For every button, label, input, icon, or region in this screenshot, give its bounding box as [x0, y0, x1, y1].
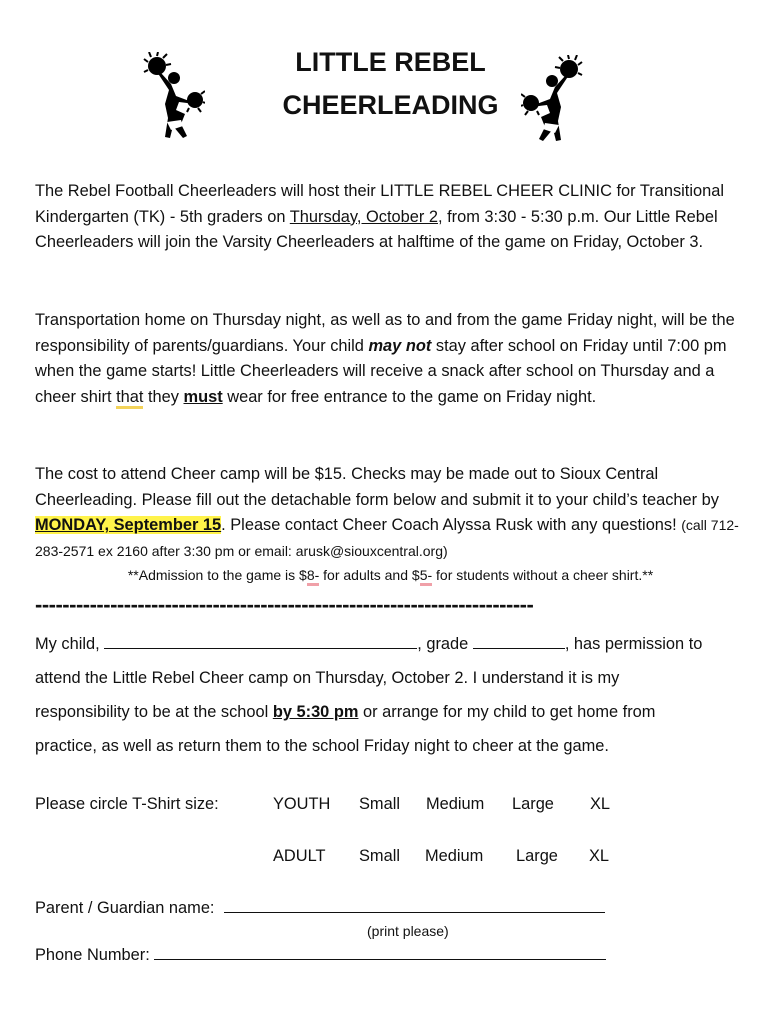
adult-size-xl[interactable]: XL [589, 847, 610, 865]
form-line-4: practice, as well as return them to the school Friday night to cheer at the game. [35, 737, 609, 755]
form-line-child: My child, , grade , has permission to [35, 635, 703, 653]
adult-size-large[interactable]: Large [516, 847, 558, 865]
intro-paragraph: The Rebel Football Cheerleaders will host their LITTLE REBEL CHEER CLINIC for Transitional Kindergarten (TK) - 5th graders on Thursday, October 2, from 3:30 - 5:30 p.m. Our Little Rebel Cheerleaders will join the Varsity Cheerleaders at halftime of the game on Friday, October 3. [35, 182, 724, 252]
detach-line: ------------------------------------------------------------------------- [35, 594, 534, 616]
phone-field[interactable] [154, 944, 606, 960]
adult-label: ADULT [273, 847, 326, 865]
youth-label: YOUTH [273, 795, 331, 813]
parent-name-row: Parent / Guardian name: [35, 897, 605, 919]
admission-note: **Admission to the game is $8- for adults and $5- for students without a cheer shirt.** [0, 567, 781, 583]
cheerleader-icon [521, 55, 583, 145]
adult-size-medium[interactable]: Medium [425, 847, 484, 865]
cheerleader-icon [143, 52, 205, 142]
tshirt-label: Please circle T-Shirt size: [35, 795, 219, 813]
title-line-1: LITTLE REBEL [295, 47, 486, 77]
youth-size-small[interactable]: Small [359, 795, 400, 813]
adult-size-small[interactable]: Small [359, 847, 400, 865]
form-line-3: responsibility to be at the school by 5:30 pm or arrange for my child to get home from [35, 703, 656, 721]
phone-row: Phone Number: [35, 944, 606, 966]
grade-field[interactable] [473, 633, 565, 649]
grammar-flag: that [116, 388, 143, 409]
cost-paragraph: The cost to attend Cheer camp will be $15. Checks may be made out to Sioux Central Cheerleading. Please fill out the detachable form below and submit it to your child’s teacher by MONDAY, September 15. Please contact Cheer Coach Alyssa Rusk with any questions! (call 712-283-2571 ex 2160 after 3:30 pm or email: arusk@siouxcentral.org) [35, 465, 739, 560]
form-line-2: attend the Little Rebel Cheer camp on Thursday, October 2. I understand it is my [35, 669, 620, 687]
parent-name-field[interactable] [224, 897, 605, 913]
contact-info: (call 712-283-2571 ex 2160 after 3:30 pm or email: arusk@siouxcentral.org) [35, 517, 739, 560]
title-line-2: CHEERLEADING [282, 90, 499, 120]
may-not-emphasis: may not [368, 336, 432, 355]
transportation-paragraph: Transportation home on Thursday night, as well as to and from the game Friday night, will be the responsibility of parents/guardians. Your child may not stay after school on Friday until 7:00 pm when the game starts! Little Cheerleaders will receive a snack after school on Thursday and a cheer shirt that they must wear for free entrance to the game on Friday night. [35, 308, 755, 411]
pickup-time: by 5:30 pm [272, 703, 359, 721]
youth-size-medium[interactable]: Medium [426, 795, 485, 813]
clinic-date: Thursday, October 2 [289, 207, 438, 226]
print-note: (print please) [367, 923, 449, 939]
must-emphasis: must [183, 388, 223, 407]
deadline-highlight: MONDAY, September 15 [35, 516, 222, 535]
child-name-field[interactable] [104, 633, 417, 649]
youth-size-xl[interactable]: XL [590, 795, 611, 813]
youth-size-large[interactable]: Large [512, 795, 554, 813]
